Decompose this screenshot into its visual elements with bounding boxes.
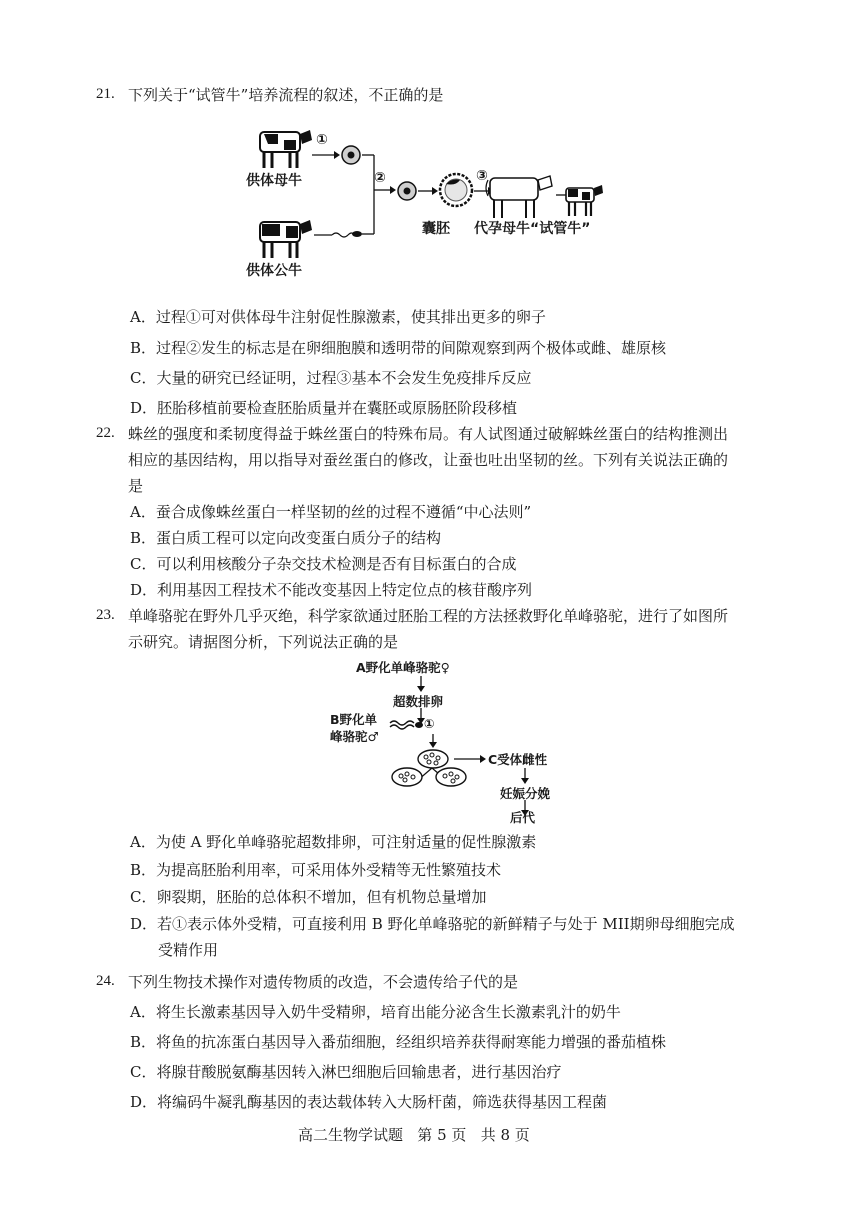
test-tube-calf-icon <box>560 182 604 218</box>
down-arrow <box>416 676 426 692</box>
b-male-label: 峰骆驼♂ <box>330 729 379 744</box>
pregnancy-label: 妊娠分娩 <box>500 786 551 801</box>
offspring-label: 后代 <box>510 810 536 825</box>
step2-label: ② <box>374 170 386 186</box>
option-b: B．为提高胚胎利用率，可采用体外受精等无性繁殖技术 <box>130 861 502 879</box>
blastocyst-label: 囊胚 <box>422 221 450 237</box>
step3-label: ③ <box>476 168 488 184</box>
blastocyst-icon <box>438 172 474 208</box>
question-number: 24. <box>96 973 115 989</box>
page-footer: 高二生物学试题 第 5 页 共 8 页 <box>298 1126 530 1144</box>
option-a: A．将生长激素基因导入奶牛受精卵，培育出能分泌含生长激素乳汁的奶牛 <box>130 1003 621 1021</box>
step1-arrow <box>312 150 340 160</box>
option-a: A．为使 A 野化单峰骆驼超数排卵，可注射适量的促性腺激素 <box>130 833 537 851</box>
fertilization-connector <box>360 150 400 240</box>
down-arrow <box>520 768 530 784</box>
arrow-to-blastocyst <box>418 186 438 196</box>
sperm-icon <box>314 228 362 242</box>
option-c: C．将腺苷酸脱氨酶基因转入淋巴细胞后回输患者，进行基因治疗 <box>130 1063 562 1081</box>
split-embryo-icon <box>434 766 468 788</box>
step1-label: ① <box>316 132 328 148</box>
split-embryo-icon <box>390 766 424 788</box>
question-stem: 下列关于“试管牛”培养流程的叙述，不正确的是 <box>128 86 444 104</box>
option-a: A．蚕合成像蛛丝蛋白一样坚韧的丝的过程不遵循“中心法则” <box>130 503 532 521</box>
question-stem: 下列生物技术操作对遗传物质的改造，不会遗传给子代的是 <box>128 973 519 991</box>
option-a: A．过程①可对供体母牛注射促性腺激素，使其排出更多的卵子 <box>130 308 546 326</box>
donor-cow-icon <box>252 126 314 170</box>
a-female-label: A野化单峰骆驼♀ <box>356 660 450 675</box>
c-recipient-label: C受体雌性 <box>488 752 548 767</box>
zygote-icon <box>396 180 418 202</box>
question-stem-line: 蛛丝的强度和柔韧度得益于蛛丝蛋白的特殊布局。有人试图通过破解蛛丝蛋白的结构推测出 <box>128 425 729 443</box>
option-c: C．大量的研究已经证明，过程③基本不会发生免疫排斥反应 <box>130 369 532 387</box>
question-stem-line: 相应的基因结构，用以指导对蚕丝蛋白的修改，让蚕也吐出坚韧的丝。下列有关说法正确的 <box>128 451 729 469</box>
donor-bull-label: 供体公牛 <box>246 263 302 279</box>
question-number: 21. <box>96 86 115 102</box>
option-d: D．若①表示体外受精，可直接利用 B 野化单峰骆驼的新鲜精子与处于 MII期卵母细胞完成 <box>130 915 735 933</box>
surrogate-label: 代孕母牛“试管牛” <box>474 221 591 237</box>
question-number: 22. <box>96 425 115 441</box>
option-b: B．将鱼的抗冻蛋白基因导入番茄细胞，经组织培养获得耐寒能力增强的番茄植株 <box>130 1033 667 1051</box>
option-c: C．可以利用核酸分子杂交技术检测是否有目标蛋白的合成 <box>130 555 517 573</box>
donor-cow-label: 供体母牛 <box>246 173 302 189</box>
question-stem-line: 是 <box>128 477 144 495</box>
option-d-continued: 受精作用 <box>158 941 219 959</box>
option-d: D．胚胎移植前要检查胚胎质量并在囊胚或原肠胚阶段移植 <box>130 399 518 417</box>
option-d: D．利用基因工程技术不能改变基因上特定位点的核苷酸序列 <box>130 581 533 599</box>
egg-cell-icon <box>340 144 362 166</box>
b-male-label: B野化单 <box>330 712 378 727</box>
option-d: D．将编码牛凝乳酶基因的表达载体转入大肠杆菌，筛选获得基因工程菌 <box>130 1093 608 1111</box>
option-b: B．过程②发生的标志是在卵细胞膜和透明带的间隙观察到两个极体或雌、雄原核 <box>130 339 667 357</box>
question-stem-line: 示研究。请据图分析，下列说法正确的是 <box>128 633 399 651</box>
question-number: 23. <box>96 607 115 623</box>
donor-bull-icon <box>252 216 314 260</box>
option-c: C．卵裂期，胚胎的总体积不增加，但有机物总量增加 <box>130 888 487 906</box>
down-arrow <box>428 734 438 748</box>
surrogate-cow-icon <box>482 170 556 220</box>
superovulation-label: 超数排卵 <box>393 694 444 709</box>
arrow-to-recipient <box>454 754 486 764</box>
step1-label: ① <box>424 716 435 731</box>
sperm-icon <box>390 718 424 732</box>
option-b: B．蛋白质工程可以定向改变蛋白质分子的结构 <box>130 529 442 547</box>
question-stem-line: 单峰骆驼在野外几乎灭绝，科学家欲通过胚胎工程的方法拯救野化单峰骆驼，进行了如图所 <box>128 607 729 625</box>
